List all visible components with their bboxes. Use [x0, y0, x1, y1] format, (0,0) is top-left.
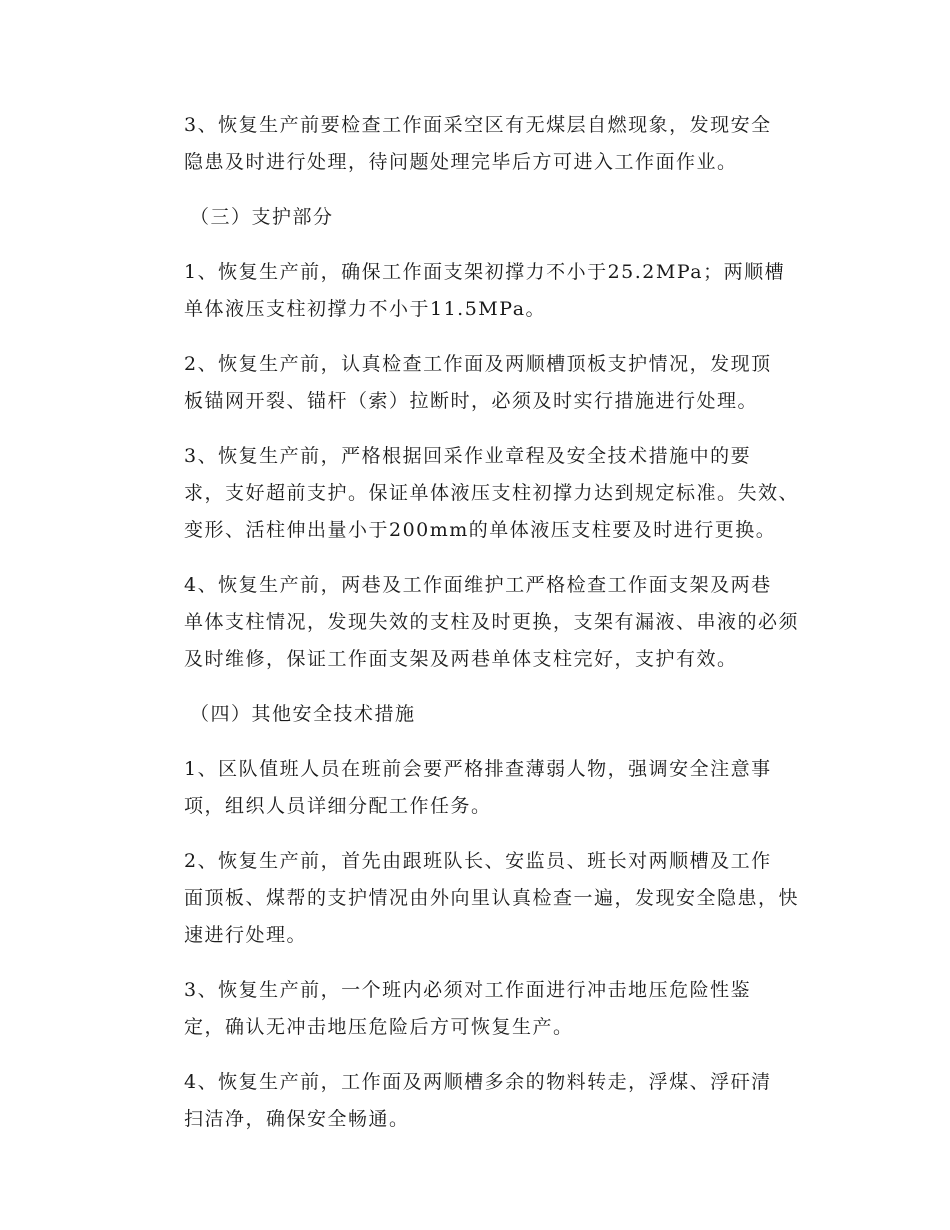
text-line: 求，支好超前支护。保证单体液压支柱初撑力达到规定标准。失效、 — [184, 482, 800, 504]
paragraph-advance-support — [140, 438, 815, 549]
paragraph-coal-seam-check — [140, 107, 815, 181]
text-line: 4、恢复生产前，工作面及两顺槽多余的物料转走，浮煤、浮矸清 — [184, 1071, 772, 1093]
text-line: 3、恢复生产前，严格根据回采作业章程及安全技术措施中的要 — [184, 445, 752, 467]
section-heading-text: （四）其他安全技术措施 — [190, 703, 416, 725]
text-line: 面顶板、煤帮的支护情况由外向里认真检查一遍，发现安全隐患，快 — [184, 887, 800, 909]
text-line: 隐患及时进行处理，待问题处理完毕后方可进入工作面作业。 — [184, 151, 738, 173]
text-line: 变形、活柱伸出量小于200mm的单体液压支柱要及时进行更换。 — [184, 519, 777, 541]
text-line: 板锚网开裂、锚杆（索）拉断时，必须及时实行措施进行处理。 — [184, 390, 759, 412]
paragraph-cleanup — [140, 1064, 815, 1138]
section-heading-text: （三）支护部分 — [190, 206, 334, 228]
text-line: 单体支柱情况，发现失效的支柱及时更换，支架有漏液、串液的必须 — [184, 611, 800, 633]
paragraph-maintenance-check — [140, 567, 815, 678]
document-body — [140, 107, 815, 1156]
paragraph-support-pressure — [140, 254, 815, 328]
text-line: 1、区队值班人员在班前会要严格排查薄弱人物，强调安全注意事 — [184, 758, 772, 780]
text-line: 2、恢复生产前，首先由跟班队长、安监员、班长对两顺槽及工作 — [184, 850, 772, 872]
paragraph-rockburst-assessment — [140, 972, 815, 1046]
section-heading-support — [140, 199, 815, 236]
text-line: 速进行处理。 — [184, 924, 308, 946]
text-line: 2、恢复生产前，认真检查工作面及两顺槽顶板支护情况，发现顶 — [184, 353, 772, 375]
text-line: 定，确认无冲击地压危险后方可恢复生产。 — [184, 1016, 574, 1038]
text-line: 4、恢复生产前，两巷及工作面维护工严格检查工作面支架及两巷 — [184, 574, 772, 596]
text-line: 扫洁净，确保安全畅通。 — [184, 1108, 410, 1130]
section-heading-other-measures — [140, 696, 815, 733]
paragraph-roof-support-check — [140, 346, 815, 420]
text-line: 3、恢复生产前要检查工作面采空区有无煤层自燃现象，发现安全 — [184, 114, 772, 136]
paragraph-roof-inspection — [140, 843, 815, 954]
paragraph-shift-meeting — [140, 751, 815, 825]
text-line: 及时维修，保证工作面支架及两巷单体支柱完好，支护有效。 — [184, 648, 738, 670]
text-line: 3、恢复生产前，一个班内必须对工作面进行冲击地压危险性鉴 — [184, 979, 752, 1001]
text-line: 1、恢复生产前，确保工作面支架初撑力不小于25.2MPa；两顺槽 — [184, 261, 786, 283]
text-line: 单体液压支柱初撑力不小于11.5MPa。 — [184, 298, 547, 320]
text-line: 项，组织人员详细分配工作任务。 — [184, 795, 492, 817]
